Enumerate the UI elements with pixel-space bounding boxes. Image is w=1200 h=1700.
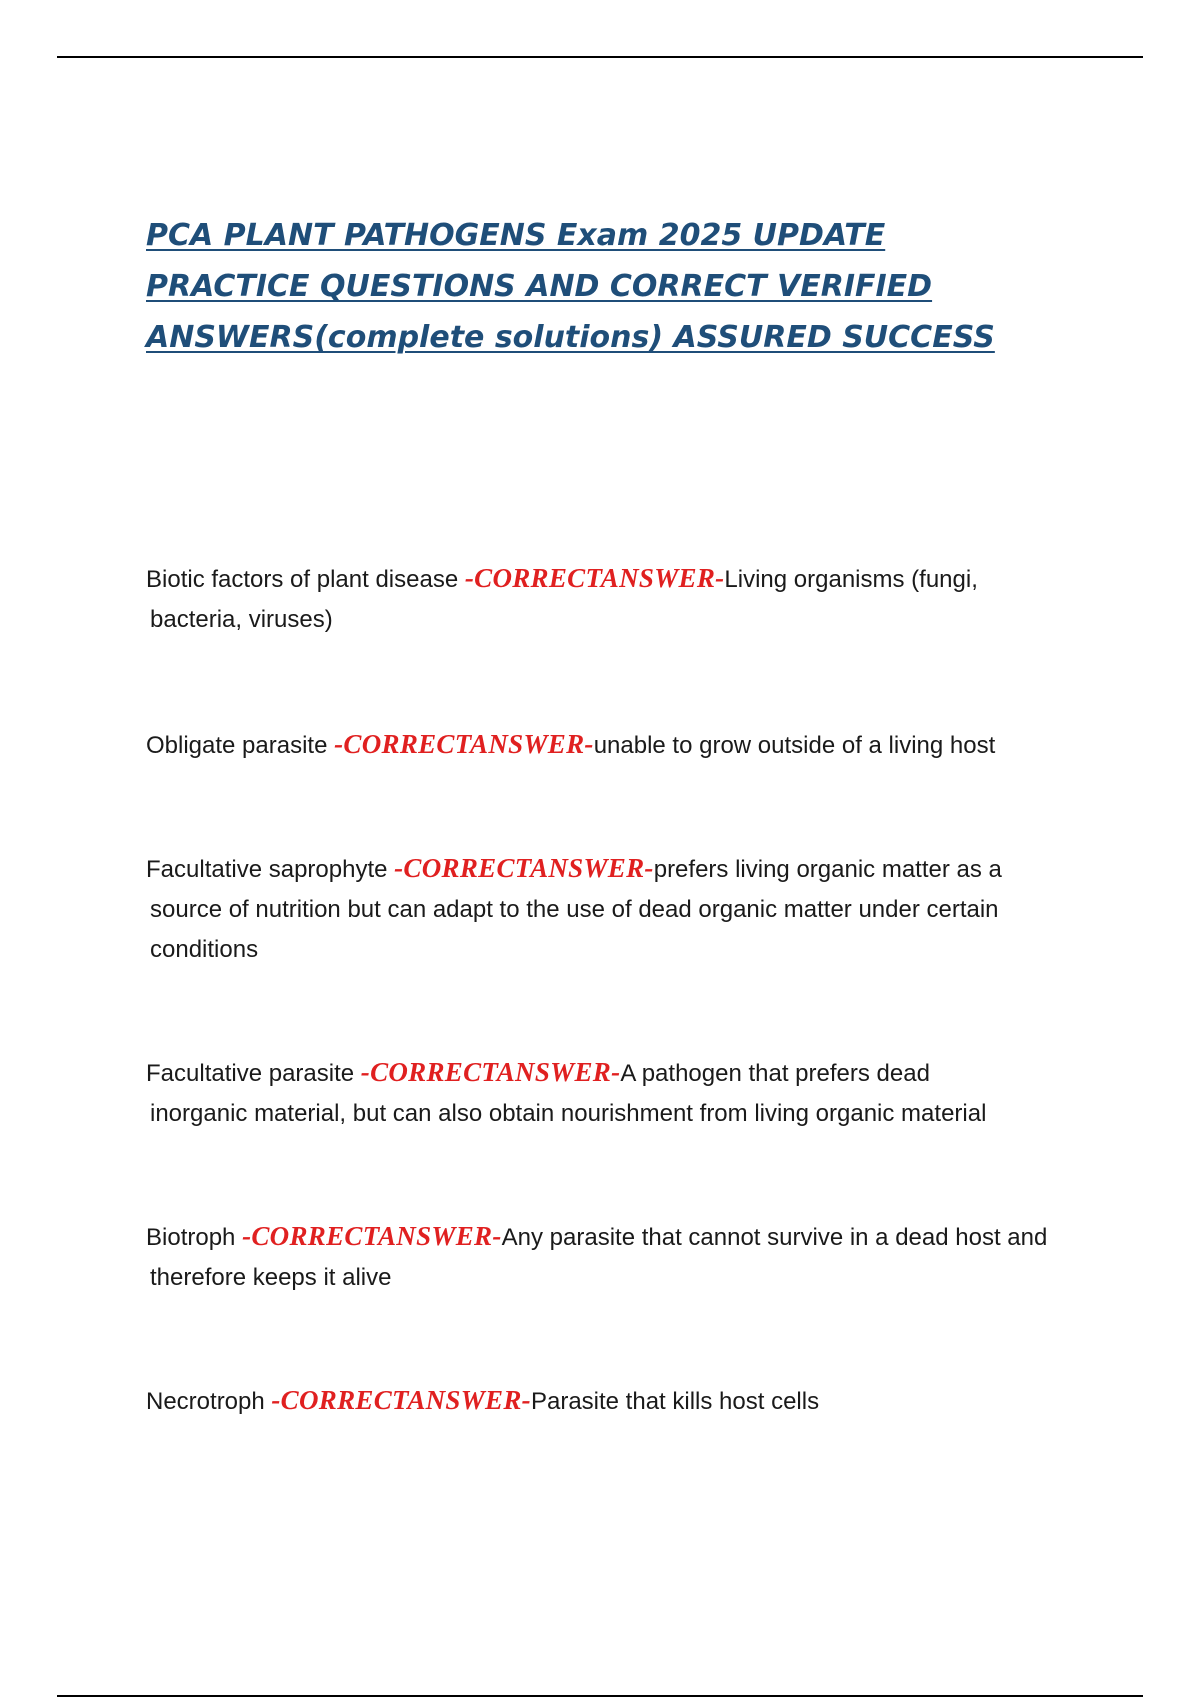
- answer-marker: -CORRECTANSWER-: [360, 1057, 621, 1087]
- qa-answer: A pathogen that prefers dead: [620, 1060, 930, 1087]
- qa-answer: prefers living organic matter as a: [653, 856, 1002, 883]
- qa-answer: Any parasite that cannot survive in a dead host and: [501, 1224, 1048, 1251]
- qa-answer-continued: bacteria, viruses): [150, 606, 333, 633]
- document-title: PCA PLANT PATHOGENS Exam 2025 UPDATE PRACTICE QUESTIONS AND CORRECT VERIFIED ANSWERS(complete solutions) ASSURED SUCCESS: [146, 218, 995, 355]
- answer-marker: -CORRECTANSWER-: [464, 563, 725, 593]
- qa-term: Facultative saprophyte: [146, 856, 395, 883]
- footer-rule: [57, 1695, 1143, 1697]
- answer-marker: -CORRECTANSWER-: [271, 1385, 531, 1415]
- qa-item: [146, 1380, 1096, 1422]
- qa-term: Facultative parasite: [146, 1060, 361, 1087]
- qa-answer-continued: therefore keeps it alive: [150, 1264, 392, 1291]
- qa-answer: unable to grow outside of a living host: [593, 732, 996, 759]
- qa-term: Obligate parasite: [146, 732, 335, 759]
- answer-marker: -CORRECTANSWER-: [242, 1221, 502, 1251]
- qa-item: [146, 558, 1096, 640]
- answer-marker: -CORRECTANSWER-: [394, 853, 654, 883]
- qa-item: [146, 724, 1096, 766]
- qa-item: [146, 1216, 1096, 1298]
- answer-marker: -CORRECTANSWER-: [334, 729, 594, 759]
- qa-item: [146, 1052, 1096, 1134]
- qa-term: Necrotroph: [146, 1388, 272, 1415]
- qa-answer: Living organisms (fungi,: [724, 566, 978, 593]
- qa-answer: Parasite that kills host cells: [530, 1388, 820, 1415]
- qa-answer-continued: inorganic material, but can also obtain nourishment from living organic material: [150, 1100, 987, 1127]
- qa-term: Biotic factors of plant disease: [146, 566, 465, 593]
- header-rule: [57, 56, 1143, 58]
- qa-term: Biotroph: [146, 1224, 243, 1251]
- qa-answer-continued: source of nutrition but can adapt to the use of dead organic matter under certain conditions: [150, 896, 999, 963]
- qa-item: [146, 848, 1096, 970]
